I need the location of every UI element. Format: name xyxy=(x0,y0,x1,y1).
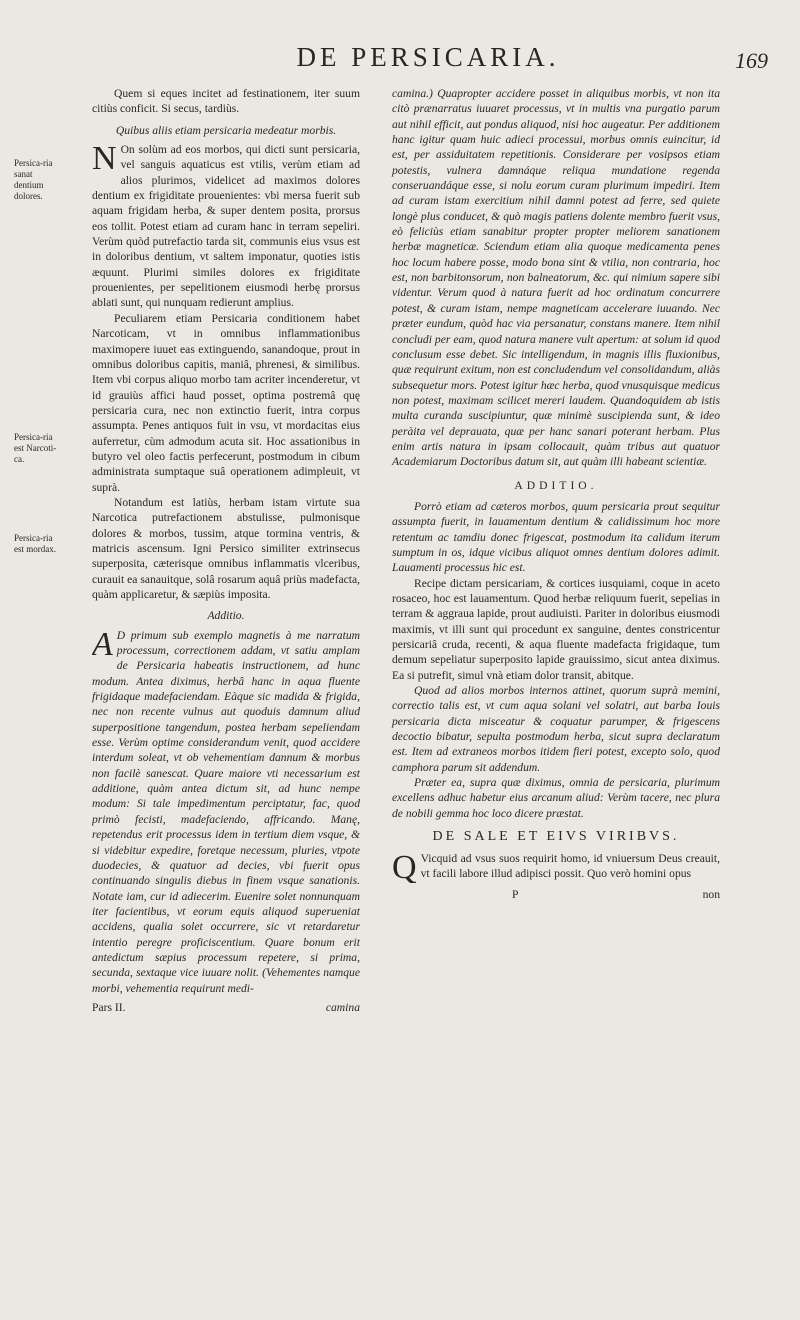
drop-cap: A xyxy=(92,627,113,663)
paragraph: Præter ea, supra quæ diximus, omnia de persicaria, plurimum excellens adhuc habetur eius arcanum aliud: Verùm tacere, nec plura de nobili gemma hoc loco dicere præstat. xyxy=(392,776,720,820)
paragraph: Recipe dictam persicariam, & cortices iusquiami, coque in aceto rosaceo, hoc est lauamentum. Quod herbæ reliquum fuerit, sepelias in terram & aggraua lapide, prout audiuisti. Pariter in doloribus eiusmodi maximis, vt illi sunt qui procedunt ex sanguine, dentes constricentur persicariâ cruda, recenti, & aqua fluente madefacta frigidaque, tum demum sepeliatur superposito lapide grauissimo, sicut antea diximus. Ea si putrefit, simul vnà etiam dolor transit, abitque. xyxy=(392,576,720,682)
subheading: Additio. xyxy=(207,609,245,623)
paragraph: Peculiarem etiam Persicaria conditionem habet Narcoticam, vt in omnibus inflammationibus maximopere iuuet eas extinguendo, sanandoque, prout in omnibus doloribus capitis, maniâ, phrenesi, & similibus. Item vbi corpus aliquo morbo tam acriter incenderetur, vt id grauiùs affici haud posset, optima postremâ quę persicaria cura, nec non extinctio fuerit, intra corpus assumpta. Penes antiquos fuit in vsu, vt mordacitas eius auferretur, cùm admodum acuta sit. Hoc assationibus in butyro vel oleo factis perfecerunt, postmodum in cibum administrata sumptaque suâ operationem adimpleuit, vt suprà. xyxy=(92,311,360,494)
drop-cap: Q xyxy=(392,850,417,883)
margin-note: Persica-ria est mordax. xyxy=(14,533,56,554)
signature-mark: P xyxy=(512,887,519,901)
paragraph xyxy=(92,628,360,996)
paragraph-text: D primum sub exemplo magnetis à me narratum processum, correctionem addam, vt satiu amplam de Persicaria habeatis instructionem, ad hunc modum. Antea diximus, herbâ hanc in aqua fluente frigidaque madefaciendam. Eàque sic madida & frigida, nec non recente vulnus aut quoduis damnum aliud superpositione tangendum, postea herbam sepeliendam esse. Verùm optime considerandum venit, quod accidere interdum soleat, vt ob vehementiam dannum & morbus non facilè sanescat. Quare maiore vti necessarium est additione, quàm antea dictum sit, ad hunc nempe modum: Si tale impedimentum perciptatur, fac, quod primò fecisti, madefaciendo, affricando. Manę, repetendus erit processus idem in tertium diem vsque, & si videbitur expedire, foretque necessum, pluries, vtpote duodecies, & quatuor ad decies, vbi fuerit opus continuando singulis diebus in finem vsque sanationis. Notate iam, cur id adiecerim. Euenire solet nonnunquam iter facientibus, vt eorum equis aliquod superueniat accidens, qualia solet occurrere, sic vt retardaretur intentio peregre proficiscentium. Quare bonum erit antedictum sæpius processum repetere, si prima, secunda, sextaque vice iuuare nolit. (Vehementes namque morbi, vehementia requirunt medi- xyxy=(92,628,360,995)
paragraph: camina.) Quapropter accidere posset in aliquibus morbis, vt non ita citò prænarratus iuuaret processus, vt in multis vna purgatio parum aut nihil efficit, aut pondus aliquod, nisi hoc augeatur. Per additionem hanc igitur quam huic adieci processui, morbus omnis euincitur, id est, per assiduitatem repetitionis. Considerare per vosipsos etiam potestis, vulnera damnáque reliqua mundatione regenda conseruandáque esse, si nolu eorum curam plurimum impediri. Item ad curam istam exercitium nihil damni potest ad ferre, sed quiete longè plus conducet, & quò magis patiens dolente membro fuerit vsus, eò feliciùs etiam sanabitur propter propter meliorem sanationem herbæ magneticæ. Sciendum etiam alia quoque medicamenta penes hoc locum habere posse, modo bona sint & vtilia, non contraria, hoc est, non barbitonsorum, non balneatorum, &c. qui nimium sapere sibi videntur. Verum quod à natura fuerit ad hoc ordinatum concurrere potest, & curam istam, nempe magneticam accelerare iuuando. Nec præter eundum, quòd hac via persanatur, constans manere. Item nihil concludi per eam, quod natura manere vult apertum: at solum id quod conclusum esse debet. Sic intelligendum, in magnis illis fluxionibus, quæ requirunt exitum, non est concludendum vel consolidandum, aliàs subsequetur mors. Potest igitur hæc herba, quod vnusquisque medicus non potest, maximam scilicet mereri laudem. Quandoquidem ab istis multa curanda suscipiuntur, quæ minimè suscipienda sunt, & ideo peràita vel deprauata, quæ per hanc sanari poterant herbam. Plus enim artis natura in ipsam collocauit, quàm tribus aut quatuor Academiarum Doctoribus datum sit, aut quàm illi habeant scientiæ. xyxy=(392,87,720,469)
paragraph-text: Vicquid ad vsus suos requirit homo, id vniuersum Deus creauit, vt facili labore illud adipisci possit. Quo verò homini opus xyxy=(420,851,720,880)
page-footer xyxy=(92,1000,360,1015)
drop-cap: N xyxy=(92,142,117,178)
subheading: Quibus aliis etiam persicaria medeatur morbis. xyxy=(115,123,337,137)
page-footer xyxy=(392,887,720,902)
paragraph xyxy=(392,851,720,883)
running-head: DE PERSICARIA. xyxy=(296,42,560,72)
margin-note: Persica-ria sanat dentium dolores. xyxy=(14,158,53,201)
right-column xyxy=(392,86,720,902)
section-heading: ADDITIO. xyxy=(514,478,598,492)
paragraph: Quod ad alios morbos internos attinet, quorum suprà memini, correctio talis est, vt cum aqua solani vel solatri, aut barba Iouis persicaria dicta misceatur & coquatur parumper, & frigescens decoctio bibatur, sepulta postmodum herba, sicut supra declaratum est. Item ad extraneos morbos itidem fieri potest, excepto solo, quod camphora parum sit addendum. xyxy=(392,684,720,774)
page-number: 169 xyxy=(735,48,768,73)
paragraph xyxy=(92,142,360,311)
signature-mark: Pars II. xyxy=(92,1000,126,1014)
left-column xyxy=(92,86,360,1015)
paragraph-text: On solùm ad eos morbos, qui dicti sunt persicaria, vel sanguis aquaticus est vtilis, verùm etiam ad alios plurimos, videlicet ad maximos dolores dentium ex frigiditate prouenientes: vbi mersa fuerit sub aquam frigidam herba, & super dentem posita, prorsus eos tollit. Potest etiam ad curam hanc in terram sepeliri. Verùm quòd putrefactio tarda sit, communis eius vsus est in doloribus dentium, vt saltem imponatur, quoties istis æquunt. Plurimi similes dolores ex frigiditate prouenientes, per sepelitionem eiusmodi herbę prorsus ablati sunt, qui nunquam redierunt amplius. xyxy=(92,143,360,310)
catchword: camina xyxy=(325,1000,360,1014)
paragraph: Porrò etiam ad cæteros morbos, quum persicaria prout sequitur assumpta fuerit, in lauamentum dentium & calidissimum hoc more retentum ac tamdiu donec frigescat, postmodum ita calidum iterum sumptum in os, idque vicibus aliquot omnes dentium dolores adimit. Lauamenti processus hic est. xyxy=(392,499,720,575)
paragraph: Notandum est latiùs, herbam istam virtute sua Narcotica putrefactionem abstulisse, pulmonisque dolores & morbos, tussim, atque tormina ventris, & matricis ascensum. Igni Persico similiter extrinsecus superposita, cæterisque omnibus inflammatis vlceribus, curauit ea sanauitque, solâ rosarum aquâ priùs madefacta, quàm applicaretur, & sæpiùs imposita. xyxy=(92,495,360,601)
paragraph: Quem si eques incitet ad festinationem, iter suum citiùs conficit. Si secus, tardiùs. xyxy=(92,87,360,116)
section-heading: DE SALE ET EIVS VIRIBVS. xyxy=(432,829,680,845)
catchword: non xyxy=(702,887,720,901)
margin-note: Persica-ria est Narcoti-ca. xyxy=(14,432,57,464)
